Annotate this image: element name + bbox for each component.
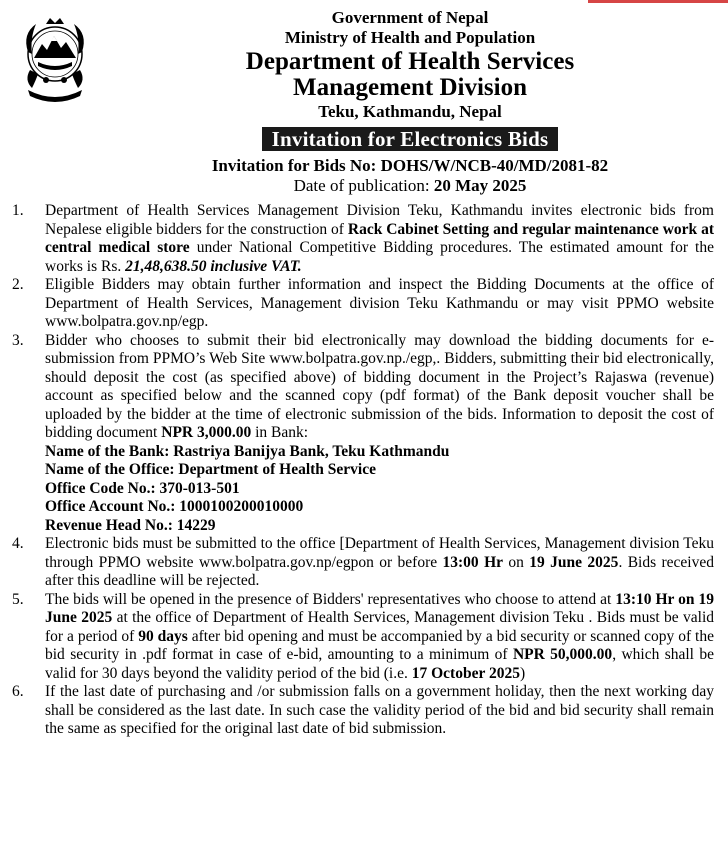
item-text: on — [503, 553, 530, 571]
list-item — [12, 683, 714, 739]
revenue-head: Revenue Head No.: 14229 — [45, 516, 216, 534]
item-text: Eligible Bidders may obtain further information and inspect the Bidding Documents at the office of Department of Health Services, Management division Teku Kathmandu or may visit PPMO website www.bolpatra.gov.np/egp. — [45, 276, 714, 330]
bid-number: Invitation for Bids No: DOHS/W/NCB-40/MD/2081-82 — [211, 156, 609, 175]
item-text: The bids will be opened in the presence of Bidders' representatives who choose to attend at — [45, 590, 616, 608]
item-text: Electronic bids must be submitted to the office [Department of Health Services, Management division Teku through PPMO website www.bolpatra.gov.np/egpon or before — [45, 535, 714, 571]
item-text: , which shall be valid for 30 days beyond the validity period of the bid (i.e. — [45, 646, 714, 682]
item-text: . Bids received after this deadline will be rejected. — [45, 553, 714, 589]
estimated-amount: 21,48,638.50 inclusive VAT. — [125, 257, 302, 275]
office-account: Office Account No.: 1000100200010000 — [45, 498, 304, 515]
item-text: after bid opening and must be accompanied by a bid security or scanned copy of the bid security in .pdf format in case of e-bid, amounting to a minimum of — [45, 627, 714, 663]
opening-time: 13:10 Hr on 19 June 2025 — [45, 590, 714, 626]
item-text: under National Competitive Bidding procedures. The estimated amount for the works is Rs. — [45, 239, 714, 275]
item-number: 4. — [12, 535, 24, 552]
validity-period: 90 days — [138, 627, 188, 645]
ministry-title: Ministry of Health and Population — [284, 28, 536, 47]
work-title: Rack Cabinet Setting and regular maintenance work at central medical store — [45, 220, 714, 256]
publication-date-label: Date of publication: — [293, 176, 434, 195]
item-text: If the last date of purchasing and /or submission falls on a government holiday, then the next working day shall be considered as the last date. In such case the validity period of the bid and bid security shall remain the same as specified for the original last date of bid submission. — [45, 683, 714, 737]
division-title: Management Division — [292, 74, 528, 101]
publication-date-value: 20 May 2025 — [433, 176, 527, 195]
document-cost: NPR 3,000.00 — [161, 424, 252, 441]
bank-name: Name of the Bank: Rastriya Banijya Bank, Teku Kathmandu — [45, 442, 450, 460]
item-text: Bidder who chooses to submit their bid electronically may download the bidding documents for e-submission from PPMO’s Web Site www.bolpatra.gov.np./egp,. Bidders, submitting their bid electronically, should deposit the cost (as specified above) of bidding document in the Project’s Rajaswa (revenue) account as specified below and the scanned copy (pdf format) of the Bank deposit voucher shall be uploaded by the bidder at the time of electronic submission of the bids. Information to deposit the cost of bidding document — [45, 331, 714, 441]
item-text: at the office of Department of Health Services, Management division Teku . Bids must be valid for a period of — [45, 609, 714, 645]
location-line: Teku, Kathmandu, Nepal — [318, 102, 502, 121]
item-text: ) — [519, 664, 526, 682]
top-red-mark — [588, 0, 728, 3]
list-item — [12, 535, 714, 591]
item-text: in Bank: — [251, 424, 309, 441]
item-number: 5. — [12, 590, 24, 608]
notice-header — [100, 8, 720, 196]
office-name: Name of the Office: Department of Health Service — [45, 461, 376, 478]
government-emblem-icon — [16, 14, 94, 106]
item-number: 3. — [12, 331, 24, 349]
list-item — [12, 276, 714, 332]
notice-banner: Invitation for Electronics Bids — [262, 127, 559, 151]
bid-security-amount: NPR 50,000.00 — [512, 646, 613, 663]
list-item — [12, 202, 714, 276]
valid-until-date: 17 October 2025 — [411, 664, 520, 682]
government-title: Government of Nepal — [331, 8, 489, 27]
item-number: 6. — [12, 683, 24, 700]
item-number: 2. — [12, 276, 24, 293]
deadline-time: 13:00 Hr — [442, 553, 503, 571]
list-item — [12, 332, 714, 536]
office-code: Office Code No.: 370-013-501 — [45, 479, 240, 497]
notice-body — [12, 202, 714, 739]
publication-date — [100, 176, 720, 196]
deadline-date: 19 June 2025 — [529, 553, 619, 571]
item-text: Department of Health Services Management Division Teku, Kathmandu invites electronic bids from Nepalese eligible bidders for the construction of — [45, 202, 714, 238]
department-title: Department of Health Services — [245, 48, 575, 75]
list-item — [12, 591, 714, 684]
item-number: 1. — [12, 202, 24, 219]
